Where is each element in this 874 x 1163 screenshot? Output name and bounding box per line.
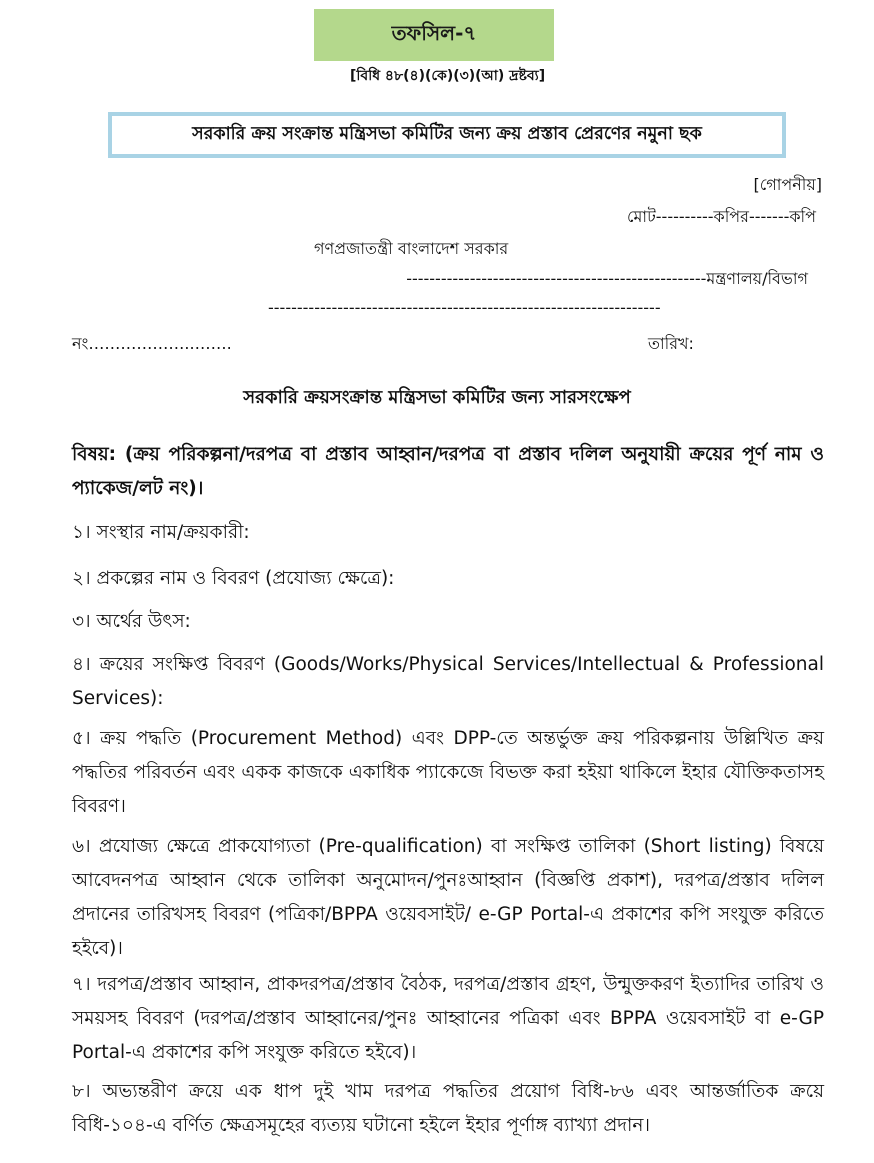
item-2: ২। প্রকল্পের নাম ও বিবরণ (প্রযোজ্য ক্ষেত্রে): bbox=[72, 568, 395, 589]
government-name: গণপ্রজাতন্ত্রী বাংলাদেশ সরকার bbox=[314, 239, 509, 258]
memo-number: নং………………..……. bbox=[72, 334, 232, 353]
item-3: ৩। অর্থের উৎস: bbox=[72, 611, 191, 632]
item-8: ৮। অভ্যন্তরীণ ক্রয়ে এক ধাপ দুই খাম দরপত্র পদ্ধতির প্রয়োগ বিধি-৮৬ এবং আন্তর্জাতিক ক্রয়ে বিধি-১০৪-এ বর্ণিত ক্ষেত্রসমূহের ব্যত্যয় ঘটানো হইলে ইহার পূর্ণাঙ্গ ব্যাখ্যা প্রদান। bbox=[72, 1081, 824, 1136]
form-title: সরকারি ক্রয় সংক্রান্ত মন্ত্রিসভা কমিটির জন্য ক্রয় প্রস্তাব প্রেরণের নমুনা ছক bbox=[108, 112, 786, 158]
item-7: ৭। দরপত্র/প্রস্তাব আহ্বান, প্রাকদরপত্র/প্রস্তাব বৈঠক, দরপত্র/প্রস্তাব গ্রহণ, উন্মুক্তকরণ ইত্যাদির তারিখ ও সময়সহ বিবরণ (দরপত্র/প্রস্তাব আহ্বানের/পুনঃ আহ্বানের পত্রিকা এবং BPPA ওয়েবসাইট বা e-GP Portal-এ প্রকাশের কপি সংযুক্ত করিতে হইবে)। bbox=[72, 974, 824, 1063]
confidential-label: [গোপনীয়] bbox=[753, 175, 822, 194]
item-5: ৫। ক্রয় পদ্ধতি (Procurement Method) এবং DPP-তে অন্তর্ভুক্ত ক্রয় পরিকল্পনায় উল্লিখিত ক্রয় পদ্ধতির পরিবর্তন এবং একক কাজকে একাধিক প্যাকেজে বিভক্ত করা হইয়া থাকিলে ইহার যৌক্তিকতাসহ বিবরণ। bbox=[72, 728, 824, 817]
copies-line: মোট----------কপির-------কপি bbox=[627, 207, 816, 226]
summary-title: সরকারি ক্রয়সংক্রান্ত মন্ত্রিসভা কমিটির জন্য সারসংক্ষেপ bbox=[243, 387, 631, 408]
date-label: তারিখ: bbox=[648, 334, 694, 353]
item-4: ৪। ক্রয়ের সংক্ষিপ্ত বিবরণ (Goods/Works/Physical Services/Intellectual & Professional Services): bbox=[72, 654, 824, 709]
rule-reference: [বিধি ৪৮(৪)(কে)(৩)(আ) দ্রষ্টব্য] bbox=[350, 68, 546, 84]
schedule-label: তফসিল-৭ bbox=[314, 9, 554, 61]
item-1: ১। সংস্থার নাম/ক্রয়কারী: bbox=[72, 522, 250, 543]
item-6: ৬। প্রযোজ্য ক্ষেত্রে প্রাকযোগ্যতা (Pre-qualification) বা সংক্ষিপ্ত তালিকা (Short listing) বিষয়ে আবেদনপত্র আহ্বান থেকে তালিকা অনুমোদন/পুনঃআহ্বান (বিজ্ঞপ্তি প্রকাশ), দরপত্র/প্রস্তাব দলিল প্রদানের তারিখসহ বিবরণ (পত্রিকা/BPPA ওয়েবসাইট/ e-GP Portal-এ প্রকাশের কপি সংযুক্ত করিতে হইবে)। bbox=[72, 836, 824, 959]
subject-line: বিষয়: (ক্রয় পরিকল্পনা/দরপত্র বা প্রস্তাব আহ্বান/দরপত্র বা প্রস্তাব দলিল অনুযায়ী ক্রয়ের পূর্ণ নাম ও প্যাকেজ/লট নং)। bbox=[72, 444, 824, 499]
ministry-line: ----------------------------------------------------মন্ত্রণালয়/বিভাগ bbox=[406, 269, 808, 288]
blank-line: -------------------------------------------------------------------- bbox=[268, 298, 661, 317]
